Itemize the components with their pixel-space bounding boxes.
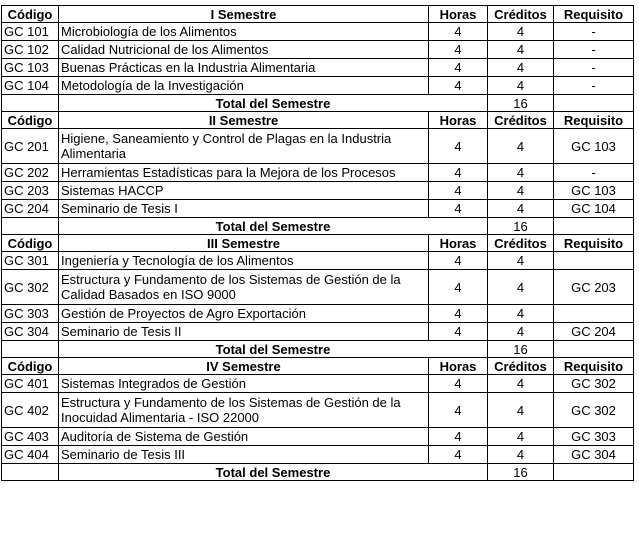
semester-title: IV Semestre: [59, 358, 429, 375]
course-credits: 4: [488, 393, 554, 428]
course-name: Sistemas HACCP: [59, 182, 429, 200]
course-code: GC 302: [2, 270, 59, 305]
course-hours: 4: [429, 41, 488, 59]
course-hours: 4: [429, 200, 488, 218]
course-name: Gestión de Proyectos de Agro Exportación: [59, 305, 429, 323]
course-hours: 4: [429, 59, 488, 77]
total-label: Total del Semestre: [59, 218, 488, 235]
course-hours: 4: [429, 129, 488, 164]
total-blank-cell: [2, 218, 59, 235]
course-name: Seminario de Tesis I: [59, 200, 429, 218]
course-name: Seminario de Tesis II: [59, 323, 429, 341]
course-prereq: GC 302: [554, 393, 634, 428]
semester-header-row: [2, 112, 634, 129]
total-blank-cell: [2, 464, 59, 481]
semester-title: III Semestre: [59, 235, 429, 252]
semester-total-row: [2, 95, 634, 112]
course-name: Buenas Prácticas en la Industria Alimentaria: [59, 59, 429, 77]
total-label: Total del Semestre: [59, 464, 488, 481]
course-hours: 4: [429, 182, 488, 200]
course-prereq: GC 303: [554, 428, 634, 446]
course-prereq: GC 302: [554, 375, 634, 393]
course-hours: 4: [429, 323, 488, 341]
course-code: GC 202: [2, 164, 59, 182]
course-credits: 4: [488, 428, 554, 446]
course-credits: 4: [488, 77, 554, 95]
course-credits: 4: [488, 182, 554, 200]
course-row: [2, 446, 634, 464]
course-credits: 4: [488, 375, 554, 393]
prereq-header: Requisito: [554, 112, 634, 129]
course-hours: 4: [429, 375, 488, 393]
course-hours: 4: [429, 305, 488, 323]
course-row: [2, 41, 634, 59]
course-hours: 4: [429, 252, 488, 270]
credits-header: Créditos: [488, 6, 554, 23]
prereq-header: Requisito: [554, 6, 634, 23]
total-credits: 16: [488, 95, 554, 112]
semester-total-row: [2, 464, 634, 481]
course-row: [2, 59, 634, 77]
course-hours: 4: [429, 23, 488, 41]
course-row: [2, 393, 634, 428]
course-name: Sistemas Integrados de Gestión: [59, 375, 429, 393]
course-prereq: -: [554, 41, 634, 59]
hours-header: Horas: [429, 6, 488, 23]
credits-header: Créditos: [488, 112, 554, 129]
course-row: [2, 305, 634, 323]
course-credits: 4: [488, 252, 554, 270]
total-credits: 16: [488, 464, 554, 481]
course-row: [2, 323, 634, 341]
course-name: Seminario de Tesis III: [59, 446, 429, 464]
course-credits: 4: [488, 200, 554, 218]
semester-title: II Semestre: [59, 112, 429, 129]
code-header: Código: [2, 358, 59, 375]
course-code: GC 203: [2, 182, 59, 200]
course-name: Ingeniería y Tecnología de los Alimentos: [59, 252, 429, 270]
course-code: GC 401: [2, 375, 59, 393]
semester-header-row: [2, 358, 634, 375]
course-code: GC 204: [2, 200, 59, 218]
semester-header-row: [2, 6, 634, 23]
prereq-header: Requisito: [554, 358, 634, 375]
course-credits: 4: [488, 323, 554, 341]
course-name: Auditoría de Sistema de Gestión: [59, 428, 429, 446]
course-prereq: [554, 252, 634, 270]
total-blank-cell: [2, 341, 59, 358]
course-code: GC 104: [2, 77, 59, 95]
course-row: [2, 270, 634, 305]
course-name: Higiene, Saneamiento y Control de Plagas en la Industria Alimentaria: [59, 129, 429, 164]
semester-total-row: [2, 341, 634, 358]
code-header: Código: [2, 235, 59, 252]
curriculum-body: [2, 6, 634, 481]
course-code: GC 101: [2, 23, 59, 41]
course-prereq: -: [554, 77, 634, 95]
course-row: [2, 77, 634, 95]
course-hours: 4: [429, 270, 488, 305]
semester-header-row: [2, 235, 634, 252]
course-prereq: -: [554, 23, 634, 41]
course-hours: 4: [429, 446, 488, 464]
course-prereq: GC 304: [554, 446, 634, 464]
course-prereq: GC 103: [554, 129, 634, 164]
course-row: [2, 200, 634, 218]
course-prereq: GC 104: [554, 200, 634, 218]
course-code: GC 103: [2, 59, 59, 77]
course-name: Metodología de la Investigación: [59, 77, 429, 95]
course-hours: 4: [429, 428, 488, 446]
course-row: [2, 164, 634, 182]
curriculum-table: [1, 5, 634, 481]
total-blank-cell: [554, 218, 634, 235]
course-code: GC 402: [2, 393, 59, 428]
total-blank-cell: [2, 95, 59, 112]
course-row: [2, 182, 634, 200]
course-code: GC 303: [2, 305, 59, 323]
course-name: Microbiología de los Alimentos: [59, 23, 429, 41]
course-credits: 4: [488, 23, 554, 41]
course-prereq: -: [554, 164, 634, 182]
course-prereq: GC 203: [554, 270, 634, 305]
course-prereq: -: [554, 59, 634, 77]
total-label: Total del Semestre: [59, 341, 488, 358]
course-row: [2, 252, 634, 270]
hours-header: Horas: [429, 112, 488, 129]
course-credits: 4: [488, 164, 554, 182]
course-name: Estructura y Fundamento de los Sistemas de Gestión de la Inocuidad Alimentaria - ISO 22000: [59, 393, 429, 428]
total-label: Total del Semestre: [59, 95, 488, 112]
credits-header: Créditos: [488, 358, 554, 375]
total-blank-cell: [554, 95, 634, 112]
course-name: Calidad Nutricional de los Alimentos: [59, 41, 429, 59]
course-hours: 4: [429, 77, 488, 95]
credits-header: Créditos: [488, 235, 554, 252]
course-name: Herramientas Estadísticas para la Mejora de los Procesos: [59, 164, 429, 182]
course-prereq: [554, 305, 634, 323]
total-blank-cell: [554, 464, 634, 481]
course-credits: 4: [488, 446, 554, 464]
course-hours: 4: [429, 393, 488, 428]
hours-header: Horas: [429, 235, 488, 252]
course-code: GC 404: [2, 446, 59, 464]
course-row: [2, 375, 634, 393]
course-credits: 4: [488, 270, 554, 305]
course-credits: 4: [488, 59, 554, 77]
total-credits: 16: [488, 341, 554, 358]
course-name: Estructura y Fundamento de los Sistemas de Gestión de la Calidad Basados en ISO 9000: [59, 270, 429, 305]
course-row: [2, 23, 634, 41]
course-code: GC 201: [2, 129, 59, 164]
course-prereq: GC 204: [554, 323, 634, 341]
course-credits: 4: [488, 129, 554, 164]
course-hours: 4: [429, 164, 488, 182]
course-code: GC 301: [2, 252, 59, 270]
total-credits: 16: [488, 218, 554, 235]
course-code: GC 403: [2, 428, 59, 446]
prereq-header: Requisito: [554, 235, 634, 252]
code-header: Código: [2, 112, 59, 129]
semester-total-row: [2, 218, 634, 235]
course-prereq: GC 103: [554, 182, 634, 200]
course-credits: 4: [488, 305, 554, 323]
course-row: [2, 428, 634, 446]
total-blank-cell: [554, 341, 634, 358]
hours-header: Horas: [429, 358, 488, 375]
course-code: GC 102: [2, 41, 59, 59]
course-credits: 4: [488, 41, 554, 59]
course-code: GC 304: [2, 323, 59, 341]
code-header: Código: [2, 6, 59, 23]
course-row: [2, 129, 634, 164]
semester-title: I Semestre: [59, 6, 429, 23]
